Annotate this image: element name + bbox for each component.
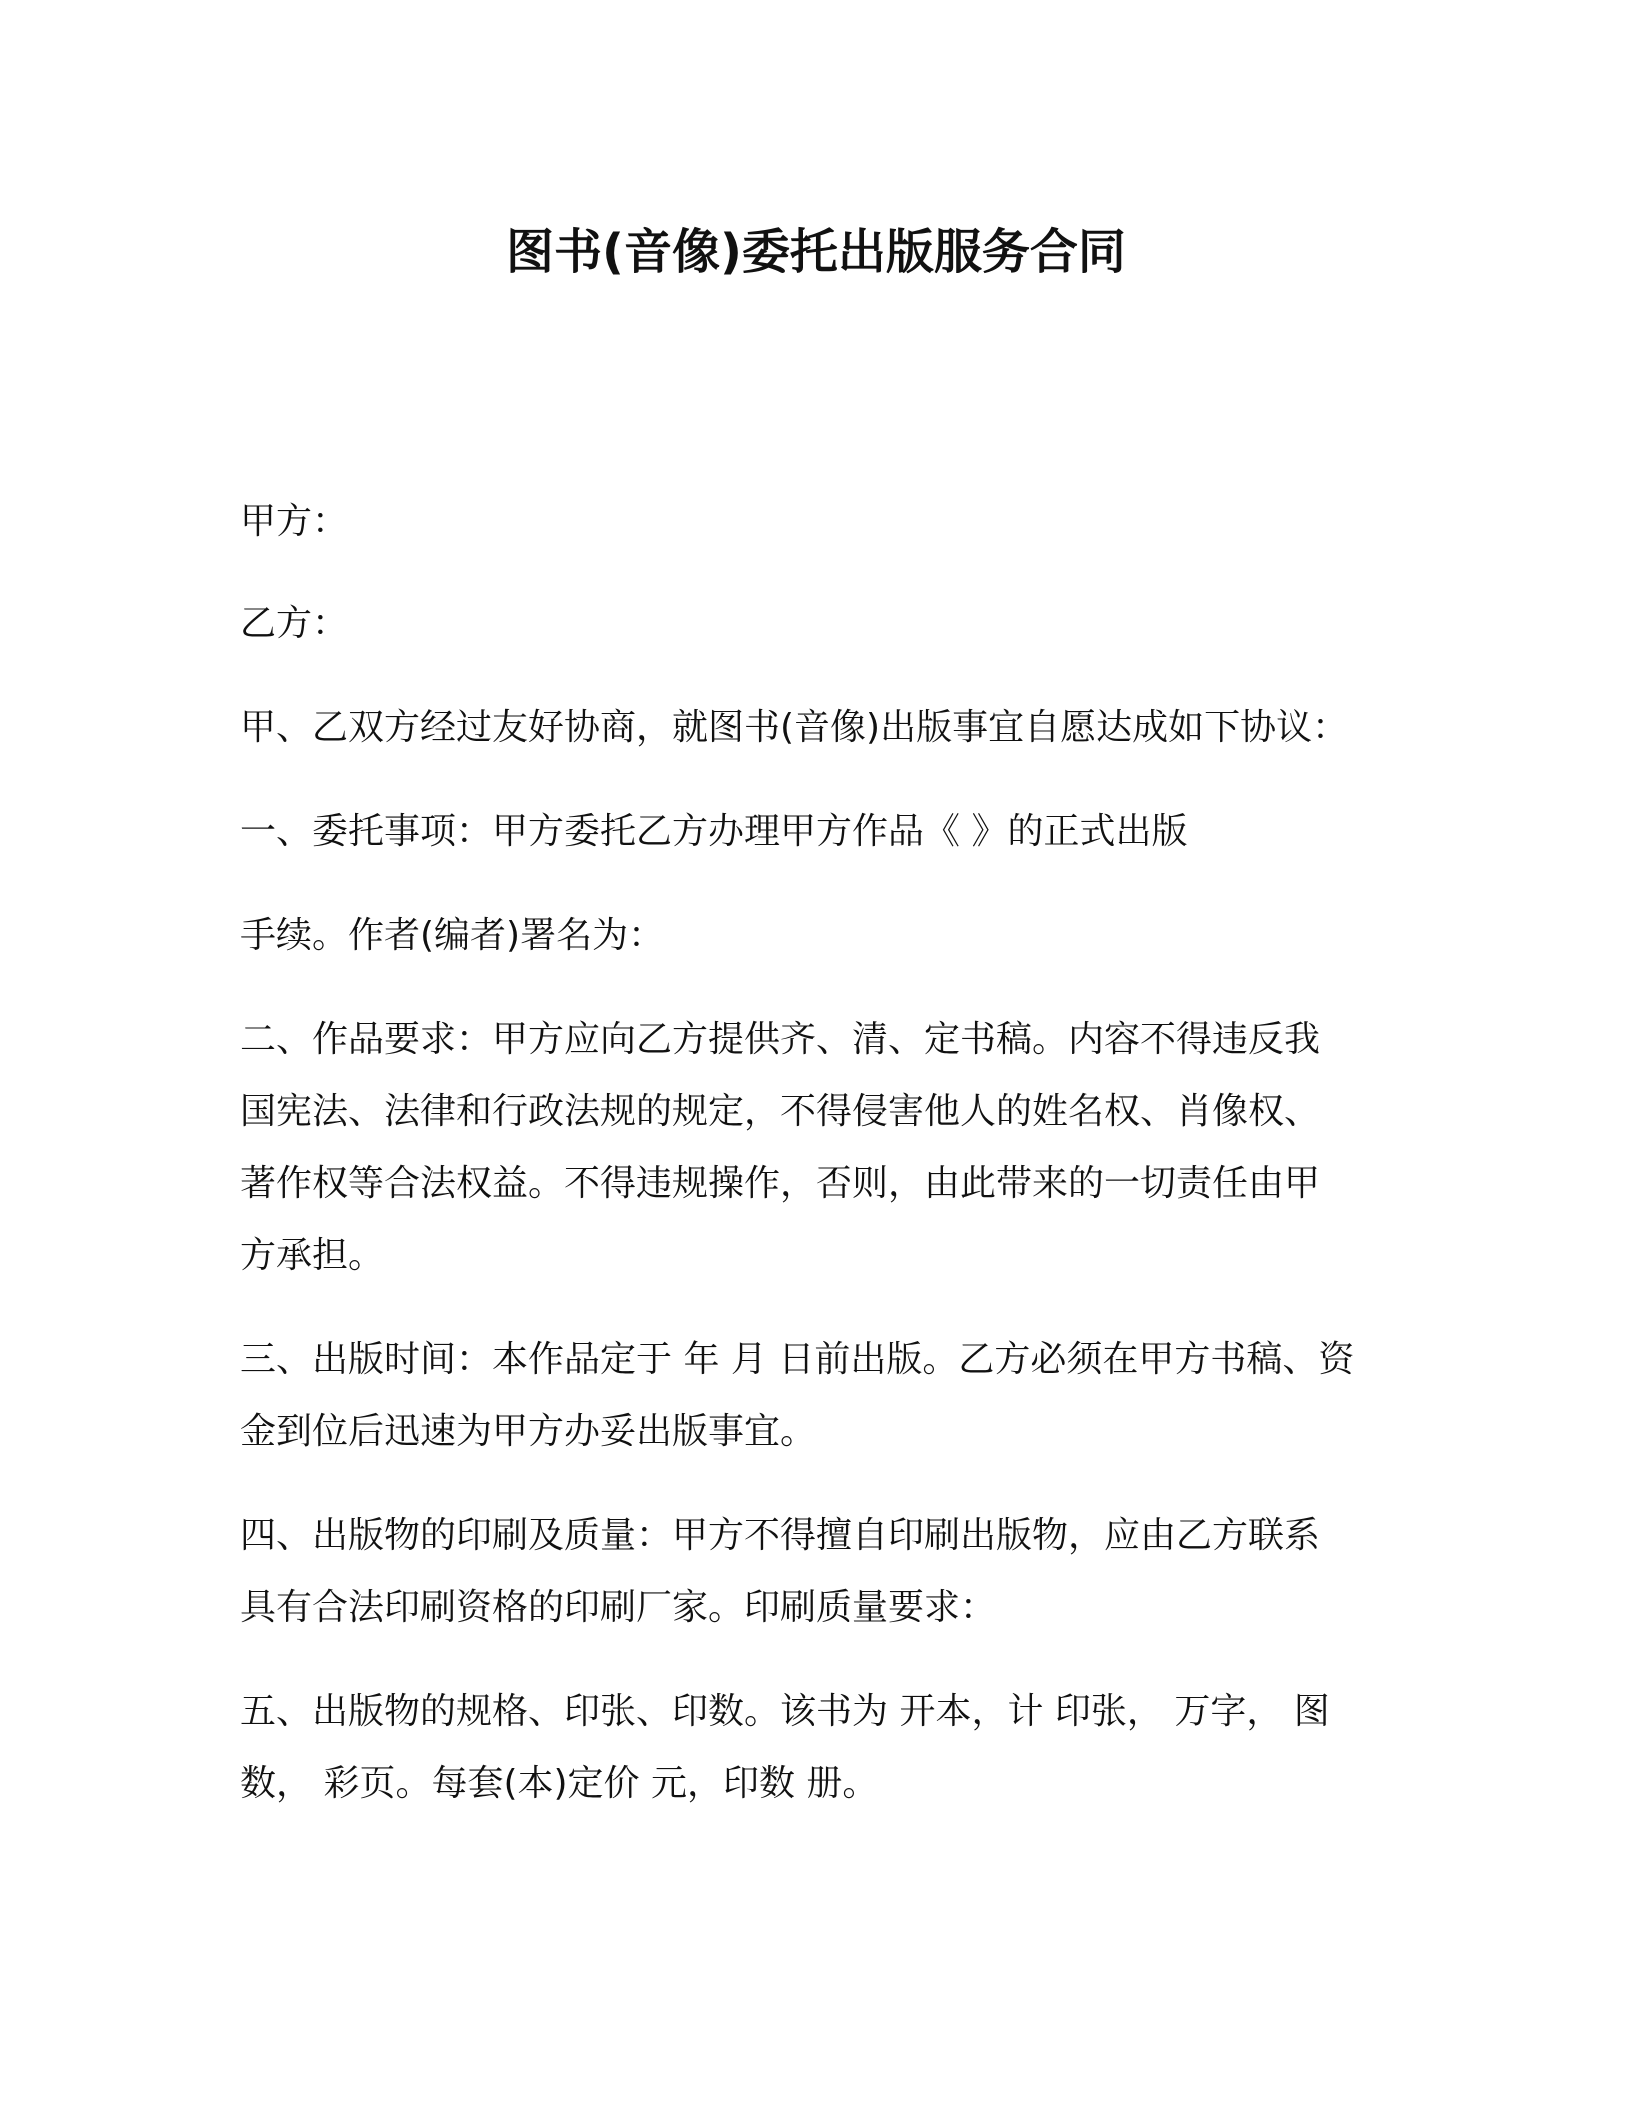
party-a-line: 甲方： bbox=[240, 501, 349, 542]
document-title: 图书(音像)委托出版服务合同 bbox=[506, 224, 1126, 280]
clause-4-line-1: 四、出版物的印刷及质量：甲方不得擅自印刷出版物，应由乙方联系 bbox=[240, 1515, 1321, 1556]
clause-3-line-2: 金到位后迅速为甲方办妥出版事宜。 bbox=[240, 1411, 817, 1452]
clause-5-line-2: 数， 彩页。每套(本)定价 元，印数 册。 bbox=[240, 1763, 879, 1804]
party-b-line: 乙方： bbox=[240, 603, 349, 644]
clause-3-line-1: 三、出版时间：本作品定于 年 月 日前出版。乙方必须在甲方书稿、资 bbox=[240, 1339, 1355, 1380]
clause-2-line-3: 著作权等合法权益。不得违规操作，否则，由此带来的一切责任由甲 bbox=[240, 1163, 1321, 1204]
clause-4-line-2: 具有合法印刷资格的印刷厂家。印刷质量要求： bbox=[240, 1587, 997, 1628]
clause-5-line-1: 五、出版物的规格、印张、印数。该书为 开本，计 印张， 万字， 图 bbox=[240, 1691, 1330, 1732]
preamble-line: 甲、乙双方经过友好协商，就图书(音像)出版事宜自愿达成如下协议： bbox=[240, 707, 1349, 748]
clause-1-line-2: 手续。作者(编者)署名为： bbox=[240, 915, 665, 956]
clause-2-line-1: 二、作品要求：甲方应向乙方提供齐、清、定书稿。内容不得违反我 bbox=[240, 1019, 1321, 1060]
clause-2-line-4: 方承担。 bbox=[240, 1235, 385, 1276]
clause-1-line-1: 一、委托事项：甲方委托乙方办理甲方作品《 》的正式出版 bbox=[240, 811, 1188, 852]
clause-2-line-2: 国宪法、法律和行政法规的规定，不得侵害他人的姓名权、肖像权、 bbox=[240, 1091, 1321, 1132]
